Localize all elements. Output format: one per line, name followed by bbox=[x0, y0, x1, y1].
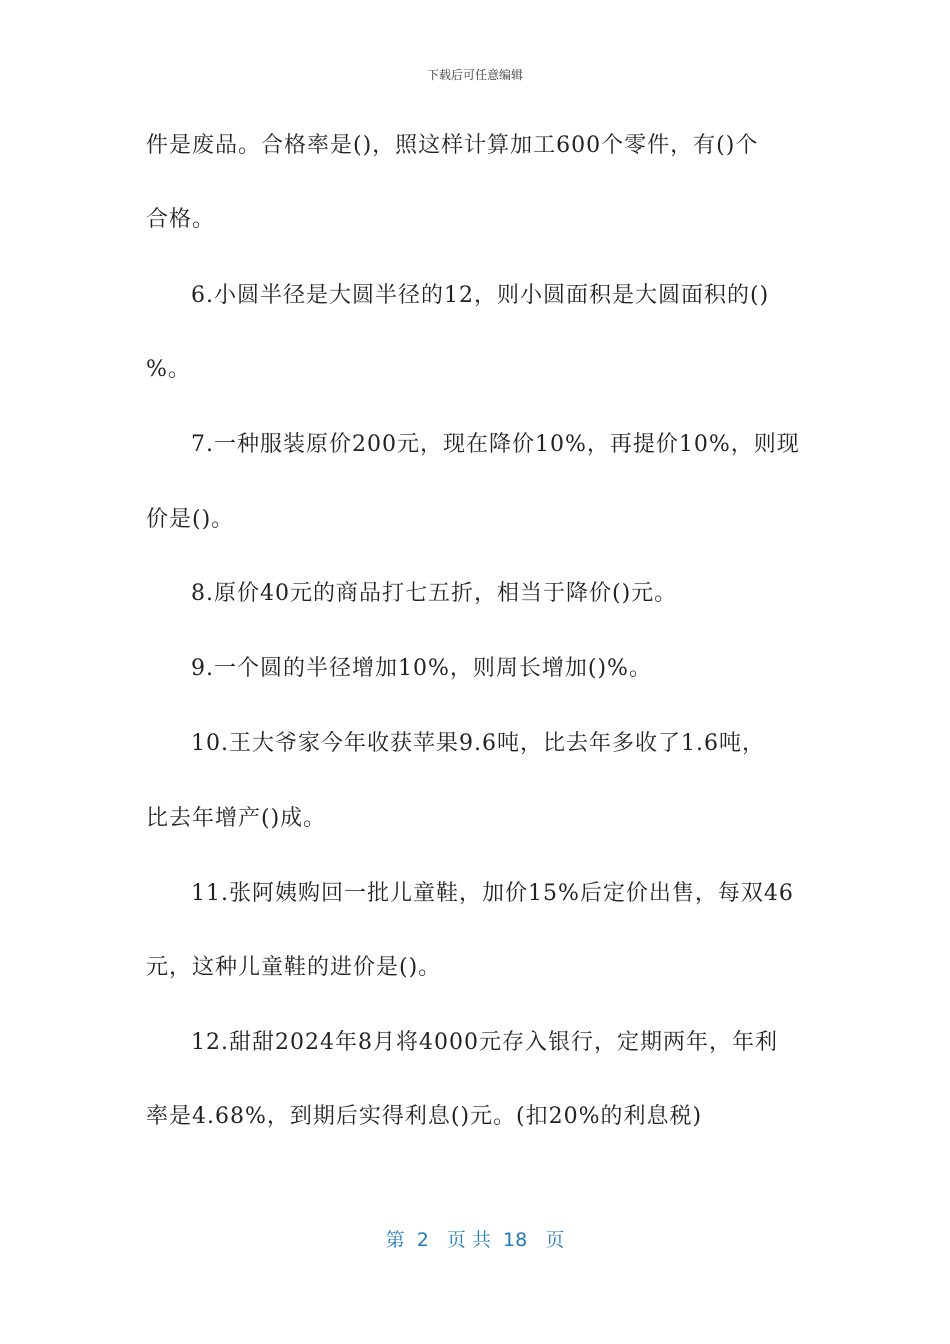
text-line: 元，这种儿童鞋的进价是()。 bbox=[146, 955, 442, 980]
page-header: 下载后可任意编辑 bbox=[426, 68, 523, 82]
text-line: 6.小圆半径是大圆半径的12，则小圆面积是大圆面积的() bbox=[191, 283, 770, 308]
page-footer: 第 2 页 共 18 页 bbox=[385, 1229, 565, 1251]
text-line: 价是()。 bbox=[146, 507, 235, 532]
text-line: 8.原价40元的商品打七五折，相当于降价()元。 bbox=[191, 581, 678, 606]
text-line: 7.一种服装原价200元，现在降价10%，再提价10%，则现 bbox=[191, 432, 800, 457]
text-line: 9.一个圆的半径增加10%，则周长增加()%。 bbox=[191, 656, 652, 681]
text-line: 10.王大爷家今年收获苹果9.6吨，比去年多收了1.6吨， bbox=[191, 731, 765, 756]
text-line: 11.张阿姨购回一批儿童鞋，加价15%后定价出售，每双46 bbox=[191, 881, 794, 906]
text-line: 合格。 bbox=[146, 207, 216, 232]
text-line: 件是废品。合格率是()，照这样计算加工600个零件，有()个 bbox=[146, 133, 759, 158]
text-line: 率是4.68%，到期后实得利息()元。(扣20%的利息税) bbox=[146, 1104, 703, 1129]
text-line: 12.甜甜2024年8月将4000元存入银行，定期两年，年利 bbox=[191, 1030, 778, 1055]
text-line: %。 bbox=[146, 357, 191, 382]
text-line: 比去年增产()成。 bbox=[146, 806, 327, 831]
